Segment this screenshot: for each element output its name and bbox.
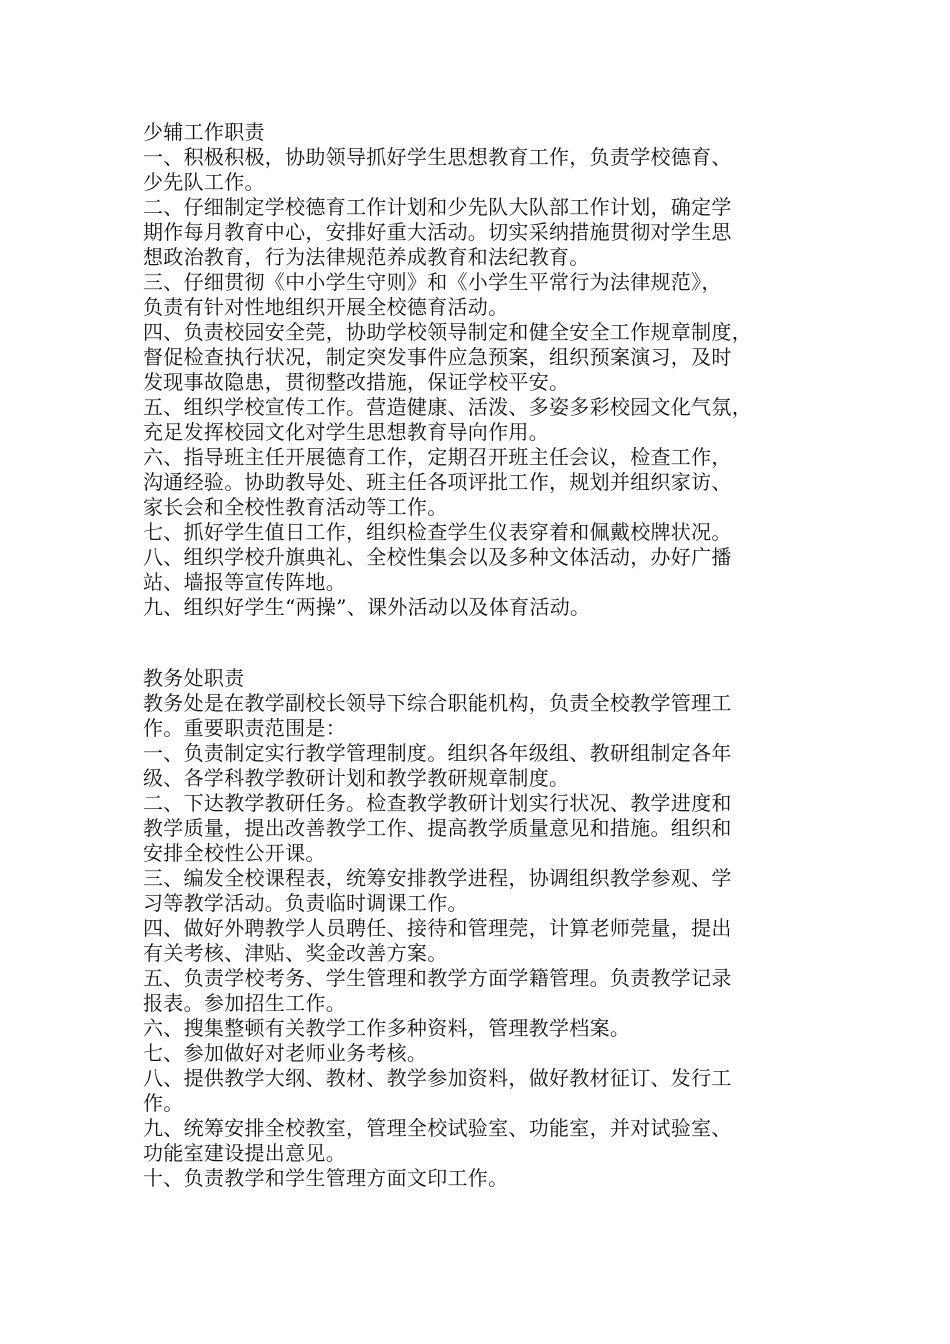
text-line: 督促检查执行状况，制定突发事件应急预案，组织预案演习，及时 — [143, 345, 732, 369]
text-line: 八、组织学校升旗典礼、全校性集会以及多种文体活动，办好广播 — [143, 545, 732, 569]
text-line: 二、仔细制定学校德育工作计划和少先队大队部工作计划，确定学 — [143, 195, 732, 219]
text-line: 九、组织好学生“两操”、课外活动以及体育活动。 — [143, 595, 591, 619]
section-title: 少辅工作职责 — [143, 120, 265, 144]
text-line: 发现事故隐患，贯彻整改措施，保证学校平安。 — [143, 370, 570, 394]
text-line: 七、抓好学生值日工作，组织检查学生仪表穿着和佩戴校牌状况。 — [143, 520, 732, 544]
text-line: 四、负责校园安全莞，协助学校领导制定和健全安全工作规章制度， — [143, 320, 752, 344]
text-line: 习等教学活动。负责临时调课工作。 — [143, 891, 468, 915]
text-line: 级、各学科教学教研计划和教学教研规章制度。 — [143, 766, 570, 790]
text-line: 期作每月教育中心，安排好重大活动。切实采纳措施贯彻对学生思 — [143, 220, 732, 244]
text-line: 八、提供教学大纲、教材、教学参加资料，做好教材征订、发行工 — [143, 1066, 732, 1090]
text-line: 七、参加做好对老师业务考核。 — [143, 1041, 428, 1065]
text-line: 想政治教育，行为法律规范养成教育和法纪教育。 — [143, 245, 590, 269]
text-line: 二、下达教学教研任务。检查教学教研计划实行状况、教学进度和 — [143, 791, 732, 815]
text-line: 安排全校性公开课。 — [143, 841, 326, 865]
text-line: 五、组织学校宣传工作。营造健康、活泼、多姿多彩校园文化气氛， — [143, 395, 752, 419]
text-line: 一、积极积极，协助领导抓好学生思想教育工作，负责学校德育、 — [143, 145, 732, 169]
text-line: 五、负责学校考务、学生管理和教学方面学籍管理。负责教学记录 — [143, 966, 732, 990]
text-line: 站、墙报等宣传阵地。 — [143, 570, 346, 594]
text-line: 三、编发全校课程表，统筹安排教学进程，协调组织教学参观、学 — [143, 866, 732, 890]
text-line: 有关考核、津贴、奖金改善方案。 — [143, 941, 448, 965]
text-line: 六、搜集整顿有关教学工作多种资料，管理教学档案。 — [143, 1016, 631, 1040]
text-line: 三、仔细贯彻《中小学生守则》和《小学生平常行为法律规范》， — [143, 270, 722, 294]
text-line: 教学质量，提出改善教学工作、提高教学质量意见和措施。组织和 — [143, 816, 732, 840]
text-line: 教务处是在教学副校长领导下综合职能机构，负责全校教学管理工 — [143, 691, 732, 715]
text-line: 作。重要职责范围是： — [143, 716, 346, 740]
text-line: 作。 — [143, 1091, 184, 1115]
text-line: 六、指导班主任开展德育工作，定期召开班主任会议，检查工作， — [143, 445, 732, 469]
section-academic-affairs-duties — [143, 666, 813, 1191]
text-line: 家长会和全校性教育活动等工作。 — [143, 495, 448, 519]
text-line: 充足发挥校园文化对学生思想教育导向作用。 — [143, 420, 549, 444]
text-line: 十、负责教学和学生管理方面文印工作。 — [143, 1166, 509, 1190]
text-line: 沟通经验。协助教导处、班主任各项评批工作，规划并组织家访、 — [143, 470, 732, 494]
text-line: 一、负责制定实行教学管理制度。组织各年级组、教研组制定各年 — [143, 741, 732, 765]
section-youth-counselor-duties — [143, 120, 813, 620]
section-title: 教务处职责 — [143, 666, 245, 690]
text-line: 四、做好外聘教学人员聘任、接待和管理莞，计算老师莞量，提出 — [143, 916, 732, 940]
text-line: 负责有针对性地组织开展全校德育活动。 — [143, 295, 509, 319]
text-line: 九、统筹安排全校教室，管理全校试验室、功能室，并对试验室、 — [143, 1116, 732, 1140]
text-line: 功能室建设提出意见。 — [143, 1141, 346, 1165]
text-line: 少先队工作。 — [143, 170, 265, 194]
text-line: 报表。参加招生工作。 — [143, 991, 346, 1015]
